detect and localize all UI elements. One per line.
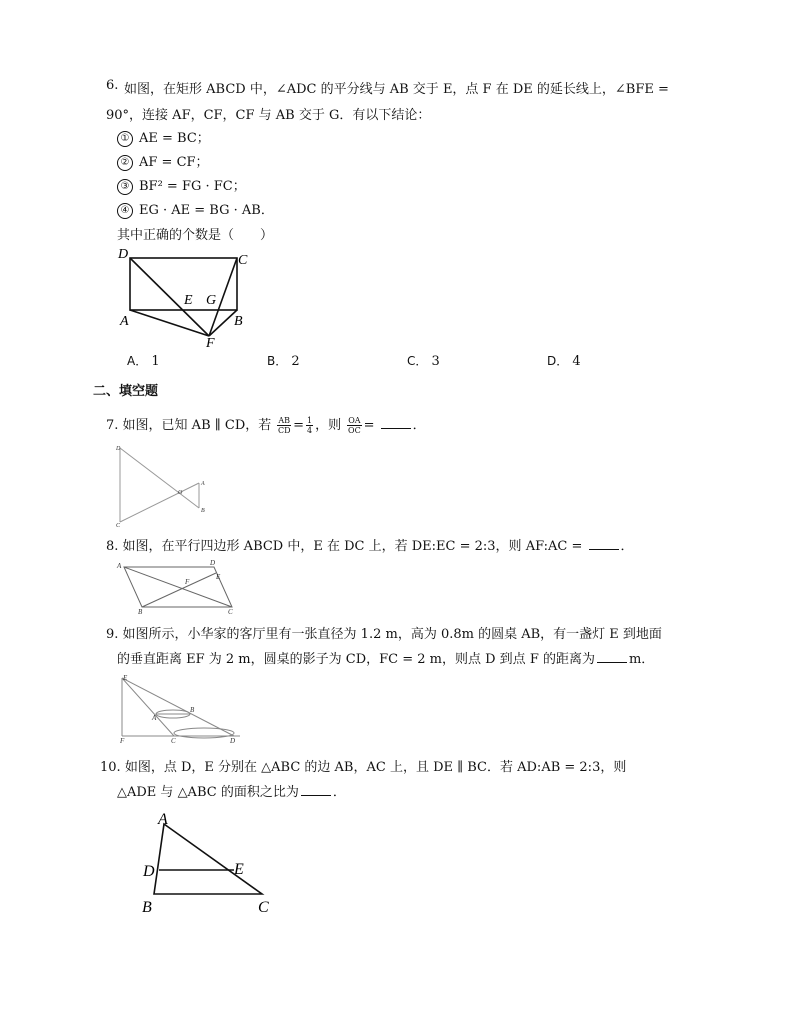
- q6-question: 其中正确的个数是（ ）: [117, 228, 274, 243]
- section-title-fill-in: 二、填空题: [93, 384, 159, 399]
- q9-line2-pre: 的垂直距离 EF 为 2 m，圆桌的影子为 CD，FC = 2 m，则点 D 到点 F 的距离为: [117, 652, 595, 667]
- q6-label-e: E: [184, 293, 193, 308]
- q8-label-c: C: [228, 608, 233, 615]
- q9-line1: 如图所示，小华家的客厅里有一张直径为 1.2 m，高为 0.8m 的圆桌 AB，有一盏灯 E 到地面: [122, 627, 662, 642]
- q9-label-a: A: [152, 714, 157, 722]
- q8-text: [106, 535, 634, 554]
- q8-label-d: D: [210, 559, 216, 567]
- q6-number: 6.: [106, 78, 119, 93]
- q6-label-a: A: [120, 314, 129, 329]
- q7-frac3-den: OC: [348, 426, 361, 435]
- q8-end: ．: [620, 539, 634, 554]
- q6-option-b[interactable]: [267, 352, 300, 369]
- q6-item-3-text: BF² = FG · FC；: [139, 179, 246, 194]
- q10-label-d: D: [143, 863, 155, 880]
- q6-option-a[interactable]: [127, 352, 160, 369]
- q8-label-e: E: [216, 573, 221, 581]
- q7-eq: =: [293, 418, 304, 433]
- q9-figure: [114, 672, 244, 744]
- q6-label-d: D: [118, 247, 129, 262]
- q6-item-2-mark: ②: [117, 155, 133, 171]
- q7-pre: 如图，已知 AB ∥ CD，若: [122, 418, 272, 433]
- q7-number: 7.: [106, 418, 119, 433]
- q7-label-o: O: [178, 490, 183, 496]
- q8-number: 8.: [106, 539, 119, 554]
- q7-frac1-num: AB: [278, 416, 291, 425]
- q6-item-3-mark: ③: [117, 179, 133, 195]
- q7-label-c: C: [116, 523, 121, 528]
- q10-line2-post: ．: [332, 785, 346, 800]
- q6-option-d-value: 4: [572, 354, 581, 369]
- q7-fraction-oa-oc: [347, 416, 361, 435]
- q10-figure: [138, 808, 278, 916]
- q10-answer-blank[interactable]: [301, 783, 331, 796]
- q6-label-c: C: [238, 253, 248, 268]
- q8-label-b: B: [138, 608, 143, 615]
- q6-option-a-letter: A．: [127, 354, 148, 368]
- q7-mid: ，则: [315, 418, 342, 433]
- q6-item-4: [117, 199, 274, 219]
- q8-label-f: F: [185, 578, 190, 586]
- q6-item-2-text: AF = CF；: [139, 155, 209, 170]
- q6-option-b-letter: B．: [267, 354, 288, 368]
- q6-option-d[interactable]: [547, 352, 581, 369]
- q7-post: =: [363, 418, 375, 433]
- q7-label-a: A: [201, 481, 205, 487]
- q6-item-1-text: AE = BC；: [139, 131, 210, 146]
- q7-label-b: B: [201, 508, 205, 514]
- q6-label-g: G: [206, 293, 217, 308]
- q6-option-c-value: 3: [431, 354, 440, 369]
- q10-text-line2: [117, 781, 346, 800]
- q9-line2-post: m．: [628, 652, 655, 667]
- q7-frac3-num: OA: [348, 416, 361, 425]
- q10-label-e: E: [234, 861, 244, 878]
- q7-fraction-1-4: [306, 416, 313, 435]
- q6-item-1: [117, 127, 210, 147]
- q10-line1: 如图，点 D，E 分别在 △ABC 的边 AB，AC 上，且 DE ∥ BC．若 AD:AB = 2:3，则: [124, 760, 627, 775]
- q9-label-d: D: [230, 737, 236, 744]
- q8-label-a: A: [117, 562, 122, 570]
- q6-figure: [112, 244, 262, 350]
- q10-label-c: C: [258, 899, 269, 916]
- q6-item-3: [117, 175, 246, 195]
- q7-figure: [112, 442, 212, 528]
- q6-item-4-mark: ④: [117, 203, 133, 219]
- q7-label-d: D: [116, 446, 121, 452]
- q6-item-1-mark: ①: [117, 131, 133, 147]
- q9-text-line1: [106, 623, 662, 642]
- q6-label-f: F: [206, 336, 215, 350]
- q6-option-c-letter: C．: [407, 354, 428, 368]
- q6-option-a-value: 1: [151, 354, 160, 369]
- q10-text-line1: [100, 756, 626, 775]
- q6-item-2: [117, 151, 209, 171]
- q6-option-b-value: 2: [291, 354, 300, 369]
- q6-text-line1: 如图，在矩形 ABCD 中，∠ADC 的平分线与 AB 交于 E，点 F 在 DE 的延长线上，∠BFE =: [124, 82, 669, 97]
- q9-label-e: E: [123, 674, 128, 682]
- q8-answer-blank[interactable]: [589, 537, 619, 550]
- q6-option-c[interactable]: [407, 352, 440, 369]
- q6-label-b: B: [234, 314, 243, 329]
- q6-text-line2: 90°，连接 AF，CF，CF 与 AB 交于 G．有以下结论：: [106, 108, 431, 123]
- q7-answer-blank[interactable]: [381, 416, 411, 429]
- q10-number: 10.: [100, 760, 121, 775]
- q7-frac2-num: 1: [306, 416, 313, 425]
- q9-answer-blank[interactable]: [597, 650, 627, 663]
- q6-option-d-letter: D．: [547, 354, 569, 368]
- q8-figure: [112, 559, 242, 615]
- q7-text: [106, 414, 426, 435]
- q9-label-c: C: [171, 737, 176, 744]
- q10-label-b: B: [142, 899, 152, 916]
- q7-frac2-den: 4: [306, 426, 313, 435]
- q8-pre: 如图，在平行四边形 ABCD 中，E 在 DC 上，若 DE:EC = 2:3，则 AF:AC =: [122, 539, 583, 554]
- q7-end: ．: [412, 418, 426, 433]
- q7-fraction-ab-cd: [277, 416, 291, 435]
- q10-label-a: A: [158, 811, 168, 828]
- q7-frac1-den: CD: [277, 426, 291, 435]
- q9-number: 9.: [106, 627, 119, 642]
- q9-text-line2: [117, 648, 654, 667]
- q10-line2-pre: △ADE 与 △ABC 的面积之比为: [117, 785, 299, 800]
- q6-item-4-text: EG · AE = BG · AB．: [139, 203, 274, 218]
- q9-label-b: B: [190, 706, 195, 714]
- q9-label-f: F: [120, 737, 125, 744]
